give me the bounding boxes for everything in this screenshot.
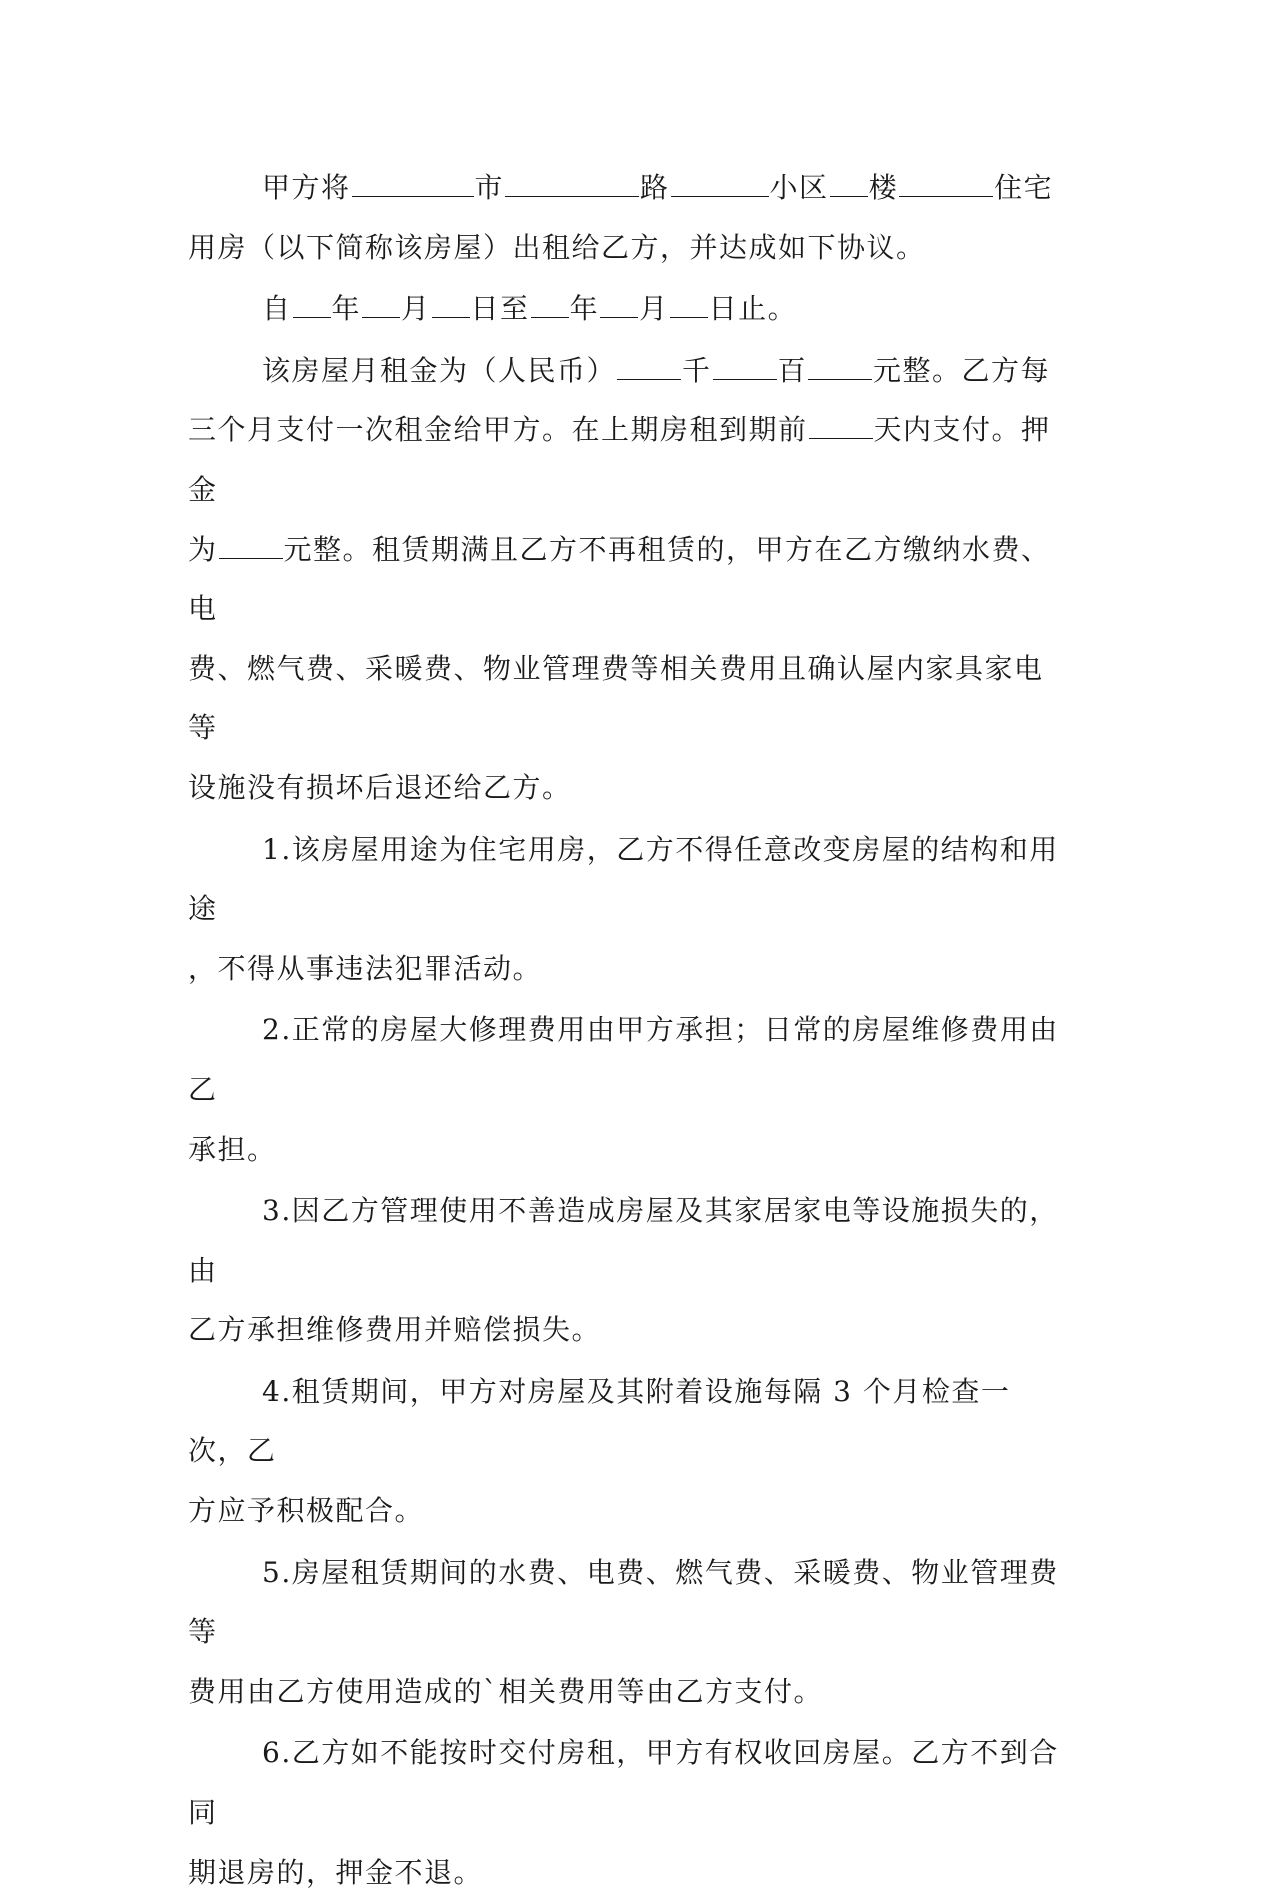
clause-line: ，不得从事违法犯罪活动。	[188, 951, 543, 985]
rent-line-5: 设施没有损坏后退还给乙方。	[188, 770, 572, 804]
clause-6	[188, 1723, 1068, 1902]
community-blank	[671, 172, 769, 197]
text-segment: 三个月支付一次租金给甲方。在上期房租到期前	[188, 413, 808, 447]
paragraph-term	[188, 279, 1068, 339]
clause-line: 2.正常的房屋大修理费用由甲方承担；日常的房屋维修费用由乙	[188, 1013, 1059, 1106]
text-segment: 自	[262, 292, 292, 326]
rent-line-2	[188, 400, 1068, 519]
text-segment: 千	[682, 353, 712, 387]
clause-2	[188, 1000, 1068, 1179]
text-segment: 为	[188, 532, 218, 566]
yuan-blank	[808, 355, 872, 380]
clause-line: 3.因乙方管理使用不善造成房屋及其家居家电等设施损失的，由	[188, 1194, 1059, 1287]
deposit-blank	[219, 534, 283, 559]
text-segment: 月	[639, 292, 669, 326]
text-segment: 元整。租赁期满且乙方不再租赁的，甲方在乙方缴纳水费、电	[188, 532, 1051, 626]
end-day-blank	[670, 293, 708, 318]
clause-line: 6.乙方如不能按时交付房租，甲方有权收回房屋。乙方不到合同	[188, 1736, 1059, 1830]
days-blank	[809, 414, 873, 439]
text-segment: 百	[777, 353, 808, 387]
rent-line-1	[188, 341, 1068, 401]
clause-line: 方应予积极配合。	[188, 1494, 425, 1528]
text-segment: 甲方将	[262, 171, 351, 204]
clause-line: 乙方承担维修费用并赔偿损失。	[188, 1313, 602, 1347]
text-segment: 天内支付。押金	[188, 413, 1051, 506]
clause-1	[188, 820, 1068, 999]
text-segment: 市	[474, 171, 505, 204]
clause-line: 费用由乙方使用造成的`相关费用等由乙方支付。	[188, 1674, 824, 1708]
text-segment: 该房屋月租金为（人民币）	[262, 353, 617, 387]
start-day-blank	[432, 293, 470, 318]
end-year-blank	[531, 293, 569, 318]
end-month-blank	[600, 293, 638, 318]
thousands-blank	[617, 355, 681, 380]
rent-line-4: 费、燃气费、采暖费、物业管理费等相关费用且确认屋内家具家电等	[188, 651, 1044, 745]
text-segment: 住宅	[994, 171, 1054, 204]
paragraph-rent	[188, 341, 1068, 818]
clause-5	[188, 1543, 1068, 1722]
city-blank	[352, 172, 474, 197]
start-month-blank	[362, 293, 400, 318]
clause-line: 承担。	[188, 1132, 277, 1166]
clause-line: 1.该房屋用途为住宅用房，乙方不得任意改变房屋的结构和用途	[188, 832, 1059, 926]
text-segment: 路	[640, 171, 670, 204]
term-line	[188, 279, 1068, 339]
text-segment: 日至	[470, 292, 530, 326]
text-segment: 年	[569, 292, 600, 326]
unit-blank	[899, 172, 993, 197]
clause-line: 期退房的，押金不退。	[188, 1855, 484, 1889]
text-segment: 月	[401, 292, 431, 326]
premises-line-1	[188, 158, 1068, 218]
text-segment: 年	[331, 292, 362, 326]
clause-line: 5.房屋租赁期间的水费、电费、燃气费、采暖费、物业管理费等	[188, 1555, 1059, 1649]
text-segment: 楼	[868, 171, 899, 204]
document-body	[188, 158, 1068, 1904]
start-year-blank	[293, 293, 331, 318]
paragraph-premises	[188, 158, 1068, 277]
hundreds-blank	[713, 355, 777, 380]
text-segment: 日止。	[708, 292, 798, 326]
building-blank	[830, 172, 868, 197]
clause-line: 4.租赁期间，甲方对房屋及其附着设施每隔 3 个月检查一次，乙	[188, 1374, 1011, 1468]
rent-line-3	[188, 520, 1068, 639]
text-segment: 小区	[769, 171, 829, 204]
text-segment: 元整。乙方每	[873, 353, 1051, 387]
clause-4	[188, 1362, 1068, 1541]
premises-line-2: 用房（以下简称该房屋）出租给乙方，并达成如下协议。	[188, 230, 926, 264]
clause-3	[188, 1181, 1068, 1360]
road-blank	[505, 172, 639, 197]
